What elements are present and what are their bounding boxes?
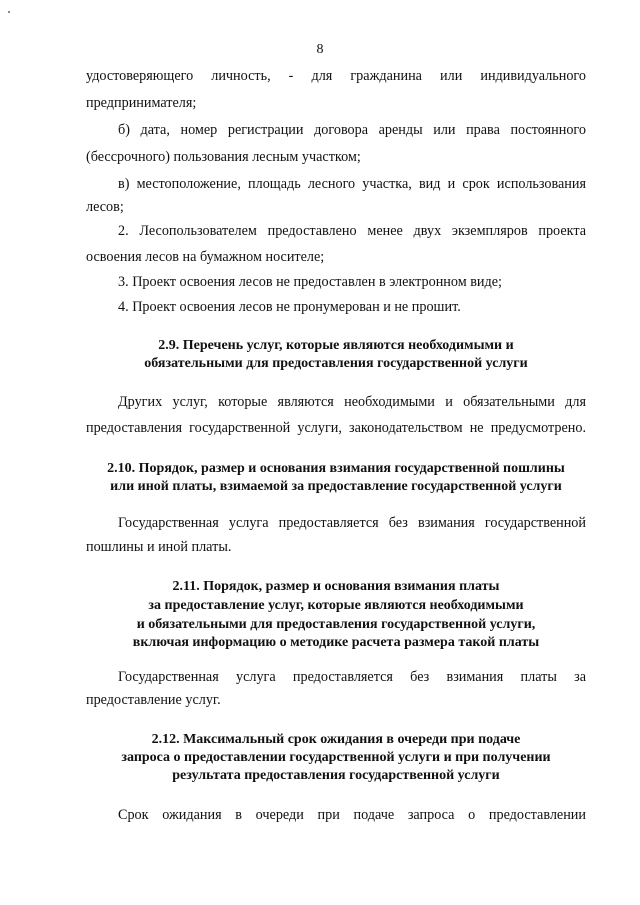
paragraph-line: Государственная услуга предоставляется без взимания государственной [118, 515, 586, 531]
paragraph-line: 4. Проект освоения лесов не пронумерован и не прошит. [118, 299, 461, 315]
paragraph-line: предоставления государственной услуги, законодательством не предусмотрено. [86, 420, 586, 436]
scan-mark [8, 11, 10, 13]
section-heading: за предоставление услуг, которые являются необходимыми [148, 598, 524, 613]
paragraph-line: освоения лесов на бумажном носителе; [86, 249, 325, 265]
paragraph-line: Срок ожидания в очереди при подаче запроса о предоставлении [118, 807, 586, 823]
section-heading: 2.9. Перечень услуг, которые являются необходимыми и [158, 338, 514, 353]
paragraph-line: удостоверяющего личность, - для гражданина или индивидуального [86, 68, 586, 84]
page-number: 8 [316, 42, 324, 57]
paragraph-line: в) местоположение, площадь лесного участка, вид и срок использования [118, 176, 586, 192]
section-heading: запроса о предоставлении государственной услуги и при получении [121, 750, 551, 765]
section-heading: 2.11. Порядок, размер и основания взимания платы [172, 579, 500, 594]
paragraph-line: предоставление услуг. [86, 692, 221, 708]
section-heading: 2.12. Максимальный срок ожидания в очереди при подаче [151, 732, 521, 747]
section-heading: 2.10. Порядок, размер и основания взимания государственной пошлины [107, 461, 565, 476]
section-heading: результата предоставления государственной услуги [172, 768, 500, 783]
section-heading: или иной платы, взимаемой за предоставление государственной услуги [110, 479, 562, 494]
paragraph-line: Государственная услуга предоставляется без взимания платы за [118, 669, 586, 685]
paragraph-line: Других услуг, которые являются необходимыми и обязательными для [118, 394, 586, 410]
section-heading: включая информацию о методике расчета размера такой платы [132, 635, 540, 650]
section-heading: и обязательными для предоставления государственной услуги, [136, 617, 536, 632]
paragraph-line: пошлины и иной платы. [86, 539, 232, 555]
section-heading: обязательными для предоставления государственной услуги [144, 356, 528, 371]
paragraph-line: 2. Лесопользователем предоставлено менее двух экземпляров проекта [118, 223, 586, 239]
paragraph-line: предпринимателя; [86, 95, 197, 111]
paragraph-line: б) дата, номер регистрации договора аренды или права постоянного [118, 122, 586, 138]
paragraph-line: лесов; [86, 199, 124, 215]
paragraph-line: 3. Проект освоения лесов не предоставлен в электронном виде; [118, 274, 502, 290]
paragraph-line: (бессрочного) пользования лесным участком; [86, 149, 361, 165]
